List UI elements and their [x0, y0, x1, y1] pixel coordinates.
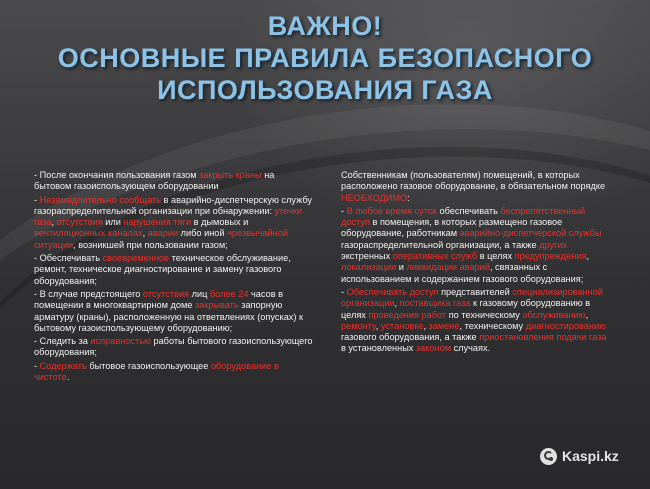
watermark	[540, 446, 640, 466]
body-text: запорную арматуру (краны), расположенную на ответвлениях (опусках) к бытовому газоиспользующему оборудованию;	[34, 300, 304, 333]
rule-paragraph	[341, 287, 613, 355]
highlighted-text: ликвидации аварий	[406, 262, 490, 273]
body-text: ,	[394, 298, 400, 309]
highlighted-text: ремонту	[341, 320, 376, 331]
left-column	[34, 170, 314, 385]
body-text: и	[396, 262, 407, 273]
rule-paragraph	[34, 253, 314, 287]
right-column	[341, 170, 613, 357]
highlighted-text: замене	[428, 320, 460, 331]
rule-paragraph	[34, 361, 314, 384]
body-text: в аварийно-диспетчерскую службу газораспределительной организации при обнаружении:	[34, 194, 312, 216]
rule-paragraph	[34, 336, 314, 359]
body-text: к газовому оборудованию в целях	[341, 298, 591, 320]
body-text: , связанных с использованием и содержанием газового оборудования;	[341, 262, 584, 284]
body-text: случаях.	[451, 343, 491, 354]
body-text: по техническому	[446, 309, 523, 320]
highlighted-text: других	[539, 239, 568, 250]
body-text: обеспечивать	[436, 205, 501, 216]
highlighted-text: Содержать	[39, 360, 87, 371]
rule-paragraph	[341, 206, 613, 285]
body-text: ,	[585, 309, 589, 320]
body-text: в дымовых и	[191, 217, 249, 228]
body-text: газового оборудования, а также	[341, 332, 480, 343]
highlighted-text: специализированной организации	[341, 286, 603, 309]
body-text: - В случае предстоящего	[34, 288, 143, 299]
highlighted-text: беспрепятственный доступ	[341, 205, 586, 228]
body-text: -	[34, 360, 40, 371]
highlighted-text: обслуживанию	[522, 309, 586, 320]
rule-paragraph	[341, 170, 613, 204]
watermark-text: Kaspi.kz	[562, 448, 619, 464]
highlighted-text: проведения работ	[368, 309, 447, 320]
highlighted-text: утечки газа	[34, 205, 303, 228]
rule-paragraph	[34, 195, 314, 251]
body-text: -	[34, 194, 40, 205]
body-text: , техническому	[459, 320, 526, 331]
highlighted-text: поставщика газа	[399, 298, 471, 309]
title-line: ИСПОЛЬЗОВАНИЯ ГАЗА	[157, 75, 493, 105]
highlighted-text: вентиляционных каналах	[34, 228, 143, 239]
body-text: работы бытового газоиспользующего оборудования;	[34, 336, 313, 358]
body-text: - Следить за	[34, 336, 91, 347]
body-text: или	[102, 217, 124, 228]
highlighted-text: чрезвычайной ситуации	[34, 228, 288, 250]
body-text: - После окончания пользования газом	[34, 170, 200, 180]
body-text: часов в помещении в многоквартирном доме	[34, 288, 284, 311]
highlighted-text: нарушения тяги	[123, 217, 192, 228]
slide-title	[0, 10, 650, 106]
highlighted-text: более 24	[209, 288, 249, 299]
body-text: в установленных	[341, 343, 416, 354]
highlighted-text: аварии	[147, 228, 179, 239]
highlighted-text: Незамедлительно сообщать	[39, 194, 161, 205]
body-text: техническое обслуживание, ремонт, техническое диагностирование и замену газового оборудования;	[34, 253, 291, 286]
highlighted-text: приостановления подачи газа	[479, 332, 607, 343]
highlighted-text: законом	[415, 343, 452, 354]
highlighted-text: НЕОБХОДИМО	[341, 192, 408, 203]
title-line: ВАЖНО!	[267, 11, 383, 41]
highlighted-text: оборудование в чистоте	[34, 360, 279, 383]
body-text: в помещения, в которых размещено газовое оборудование, работникам	[341, 217, 563, 239]
body-text: бытовое газоиспользующее	[86, 360, 211, 371]
body-text: -	[341, 205, 347, 216]
body-text: в целях	[477, 251, 515, 262]
body-text: ,	[375, 320, 381, 331]
highlighted-text: закрывать	[194, 300, 239, 311]
body-text: -	[341, 286, 347, 297]
body-text: экстренных	[341, 251, 393, 262]
highlighted-text: В любое время суток	[346, 205, 437, 216]
highlighted-text: установке	[380, 320, 424, 331]
highlighted-text: закрыть краны	[199, 170, 262, 180]
highlighted-text: своевременное	[102, 253, 170, 264]
body-text: газораспределительной организации, а также	[341, 239, 540, 250]
body-text: ,	[423, 320, 429, 331]
body-text: представителей	[438, 286, 513, 297]
title-line: ОСНОВНЫЕ ПРАВИЛА БЕЗОПАСНОГО	[57, 43, 593, 73]
highlighted-text: локализации	[341, 262, 397, 273]
body-text: ,	[142, 228, 148, 239]
body-text: ,	[586, 251, 589, 262]
body-text: :	[407, 192, 410, 203]
highlighted-text: оперативных служб	[392, 251, 478, 262]
body-text: , возникшей при пользовании газом;	[73, 239, 228, 250]
highlighted-text: предупреждения	[514, 251, 587, 262]
body-text: Собственникам (пользователям) помещений, в которых расположено газовое оборудование, в обязательном порядке	[341, 170, 606, 192]
body-text: на бытовом газоиспользующем оборудовании	[34, 170, 275, 192]
body-text: .	[66, 372, 70, 383]
body-text: лиц	[189, 288, 210, 299]
highlighted-text: Обеспечивать доступ	[346, 286, 439, 297]
highlighted-text: аварийно-диспетчерской службы	[459, 228, 602, 239]
kaspi-logo-icon	[540, 448, 557, 465]
body-text: - Обеспечивать	[34, 253, 103, 264]
highlighted-text: отсутствия	[56, 217, 103, 228]
body-text: либо иной	[178, 228, 228, 239]
body-text: ,	[51, 217, 57, 228]
highlighted-text: диагностированию	[525, 320, 606, 331]
highlighted-text: исправностью	[90, 336, 151, 347]
highlighted-text: отсутствия	[142, 288, 190, 299]
rule-paragraph	[34, 170, 314, 193]
rule-paragraph	[34, 289, 314, 334]
